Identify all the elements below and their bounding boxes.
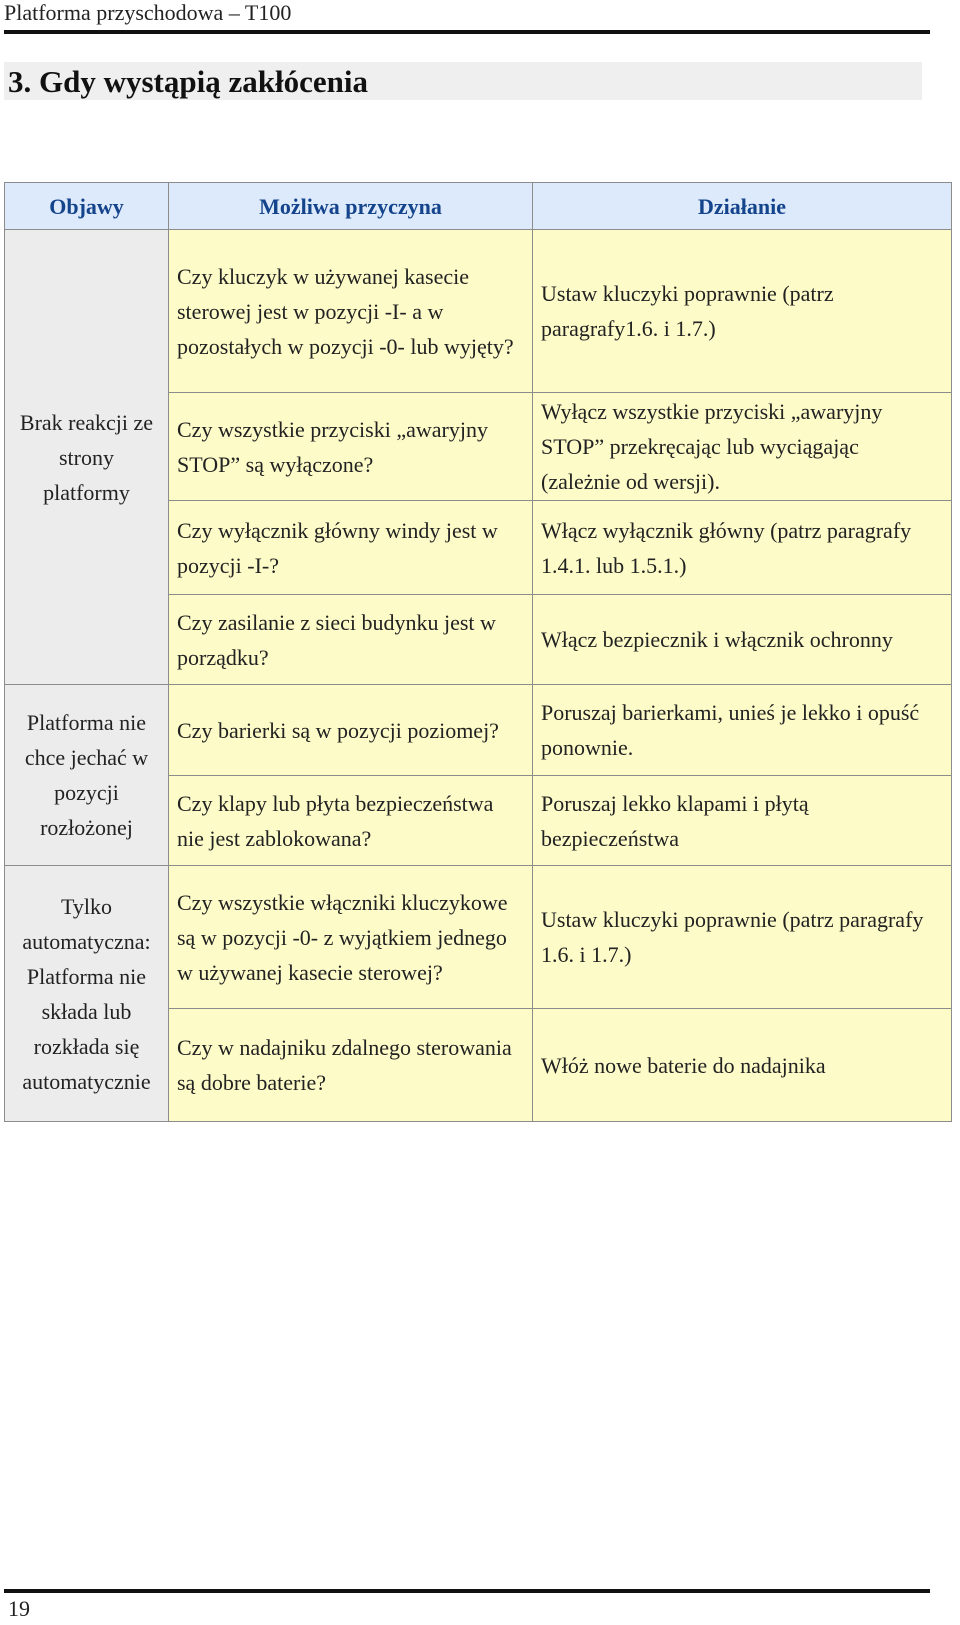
action-cell: Włóż nowe baterie do nadajnika <box>533 1009 952 1122</box>
header-symptoms: Objawy <box>5 183 169 230</box>
table-row <box>5 866 952 1009</box>
table-header-row <box>5 183 952 230</box>
cause-cell: Czy w nadajniku zdalnego sterowania są dobre baterie? <box>169 1009 533 1122</box>
action-cell: Ustaw kluczyki poprawnie (patrz paragrafy 1.6. i 1.7.) <box>533 866 952 1009</box>
troubleshooting-table <box>4 182 952 1122</box>
cause-cell: Czy kluczyk w używanej kasecie sterowej jest w pozycji -I- a w pozostałych w pozycji -0- lub wyjęty? <box>169 230 533 393</box>
symptom-cell: Tylko automatyczna: Platforma nie składa lub rozkłada się automatycznie <box>5 866 169 1122</box>
section-title: 3. Gdy wystąpią zakłócenia <box>8 64 368 99</box>
page-number: 19 <box>8 1596 30 1621</box>
action-cell: Włącz wyłącznik główny (patrz paragrafy 1.4.1. lub 1.5.1.) <box>533 501 952 595</box>
symptom-cell: Brak reakcji ze strony platformy <box>5 230 169 685</box>
action-cell: Ustaw kluczyki poprawnie (patrz paragrafy1.6. i 1.7.) <box>533 230 952 393</box>
cause-cell: Czy wszystkie przyciski „awaryjny STOP” są wyłączone? <box>169 393 533 501</box>
running-header <box>4 0 930 34</box>
action-cell: Wyłącz wszystkie przyciski „awaryjny STOP” przekręcając lub wyciągając (zależnie od wersji). <box>533 393 952 501</box>
table-row <box>5 230 952 393</box>
cause-cell: Czy wyłącznik główny windy jest w pozycji -I-? <box>169 501 533 595</box>
symptom-cell: Platforma nie chce jechać w pozycji rozłożonej <box>5 685 169 866</box>
table-row <box>5 685 952 776</box>
cause-cell: Czy zasilanie z sieci budynku jest w porządku? <box>169 595 533 685</box>
header-action: Działanie <box>533 183 952 230</box>
action-cell: Włącz bezpiecznik i włącznik ochronny <box>533 595 952 685</box>
cause-cell: Czy barierki są w pozycji poziomej? <box>169 685 533 776</box>
cause-cell: Czy klapy lub płyta bezpieczeństwa nie jest zablokowana? <box>169 776 533 866</box>
header-cause: Możliwa przyczyna <box>169 183 533 230</box>
running-header-title: Platforma przyschodowa – T100 <box>4 0 292 25</box>
action-cell: Poruszaj lekko klapami i płytą bezpieczeństwa <box>533 776 952 866</box>
action-cell: Poruszaj barierkami, unieś je lekko i opuść ponownie. <box>533 685 952 776</box>
footer-rule <box>4 1589 930 1593</box>
cause-cell: Czy wszystkie włączniki kluczykowe są w pozycji -0- z wyjątkiem jednego w używanej kasecie sterowej? <box>169 866 533 1009</box>
section-heading <box>4 62 922 100</box>
